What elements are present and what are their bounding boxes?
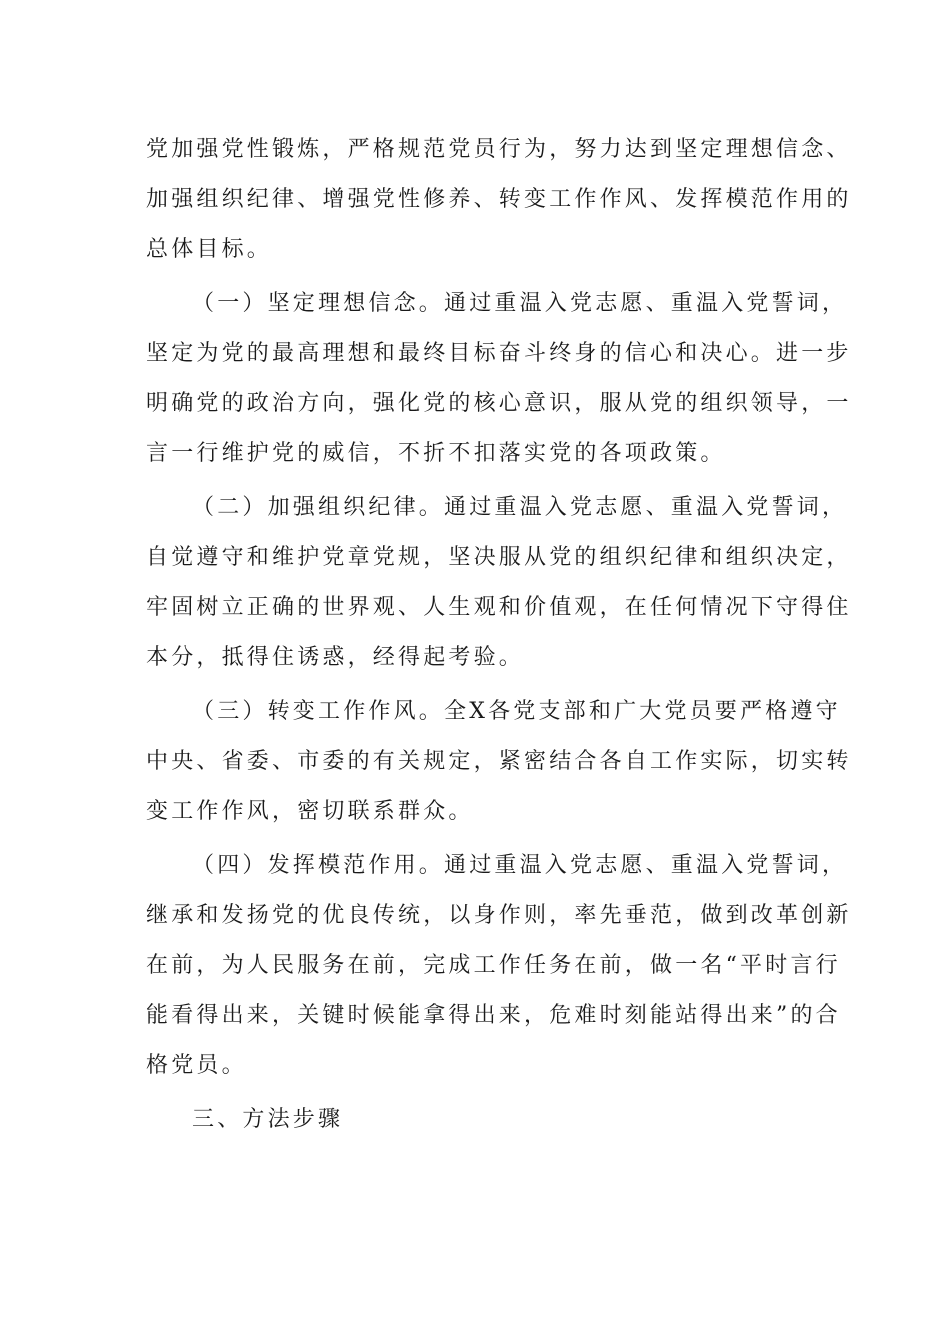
text-line: 明确党的政治方向，强化党的核心意识，服从党的组织领导，一	[146, 391, 852, 416]
text-line: 继承和发扬党的优良传统，以身作则，率先垂范，做到改革创新	[146, 903, 852, 928]
text-line: 本分，抵得住诱惑，经得起考验。	[146, 645, 525, 670]
text-line: 党加强党性锻炼，严格规范党员行为，努力达到坚定理想信念、	[146, 137, 852, 162]
text-line: 变工作作风，密切联系群众。	[146, 799, 474, 824]
text-line: 中央、省委、市委的有关规定，紧密结合各自工作实际，切实转	[146, 749, 852, 774]
text-line: 加强组织纪律、增强党性修养、转变工作作风、发挥模范作用的	[146, 187, 852, 212]
section-heading: 三、方法步骤	[192, 1107, 344, 1132]
text-line: （一）坚定理想信念。通过重温入党志愿、重温入党誓词，	[192, 291, 848, 316]
text-line: 自觉遵守和维护党章党规，坚决服从党的组织纪律和组织决定，	[146, 545, 852, 570]
text-line: （二）加强组织纪律。通过重温入党志愿、重温入党誓词，	[192, 495, 848, 520]
text-line: 坚定为党的最高理想和最终目标奋斗终身的信心和决心。进一步	[146, 341, 852, 366]
text-line: 在前，为人民服务在前，完成工作任务在前，做一名“平时言行	[146, 953, 841, 978]
text-line: 格党员。	[146, 1053, 247, 1078]
text-line: （三）转变工作作风。全X各党支部和广大党员要严格遵守	[192, 699, 841, 724]
text-line: （四）发挥模范作用。通过重温入党志愿、重温入党誓词，	[192, 853, 848, 878]
text-line: 牢固树立正确的世界观、人生观和价值观，在任何情况下守得住	[146, 595, 852, 620]
text-line: 能看得出来，关键时候能拿得出来，危难时刻能站得出来”的合	[146, 1003, 841, 1028]
text-line: 言一行维护党的威信，不折不扣落实党的各项政策。	[146, 441, 726, 466]
text-line: 总体目标。	[146, 237, 273, 262]
